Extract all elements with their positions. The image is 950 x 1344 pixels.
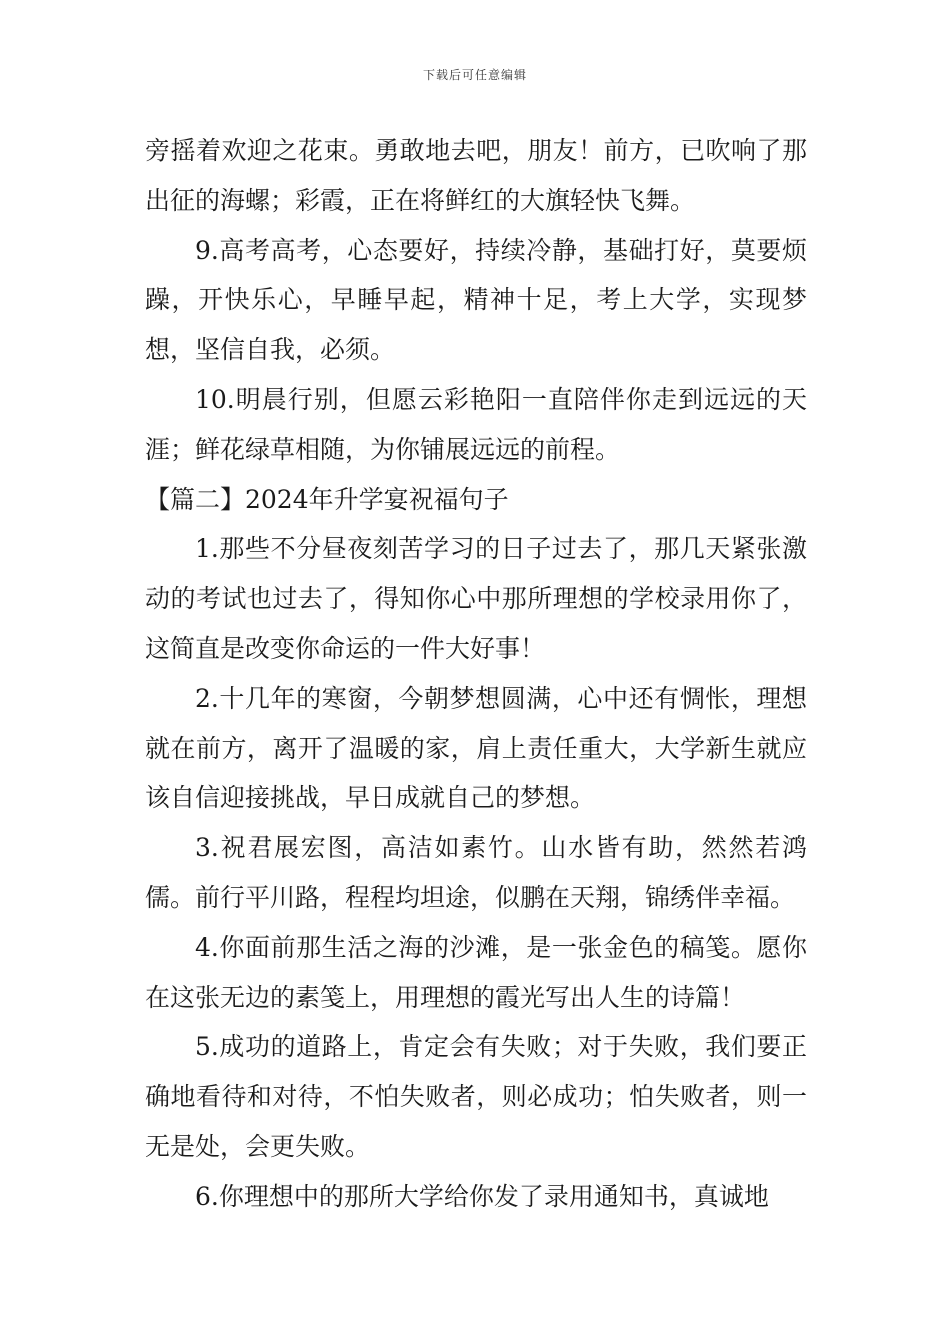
paragraph-item-9: 9.高考高考，心态要好，持续冷静，基础打好，莫要烦躁，开快乐心，早睡早起，精神十足，考上大学，实现梦想，坚信自我，必须。 — [145, 235, 807, 365]
paragraph-item-3: 3.祝君展宏图，高洁如素竹。山水皆有助，然然若鸿儒。前行平川路，程程均坦途，似鹏在天翔，锦绣伴幸福。 — [145, 833, 807, 912]
section-heading: 【篇二】2024年升学宴祝福句子 — [145, 484, 509, 514]
paragraph-item-1: 1.那些不分昼夜刻苦学习的日子过去了，那几天紧张激动的考试也过去了，得知你心中那所理想的学校录用你了，这简直是改变你命运的一件大好事！ — [145, 534, 807, 663]
paragraph-item-6: 6.你理想中的那所大学给你发了录用通知书，真诚地 — [195, 1181, 769, 1211]
paragraph-item-5: 5.成功的道路上，肯定会有失败；对于失败，我们要正确地看待和对待，不怕失败者，则必成功；怕失败者，则一无是处，会更失败。 — [145, 1032, 807, 1161]
page-header: 下载后可任意编辑 — [422, 68, 527, 82]
paragraph-continuation: 旁摇着欢迎之花束。勇敢地去吧，朋友！前方，已吹响了那出征的海螺；彩霞，正在将鲜红的大旗轻快飞舞。 — [145, 136, 807, 215]
paragraph-item-4: 4.你面前那生活之海的沙滩，是一张金色的稿笺。愿你在这张无边的素笺上，用理想的霞光写出人生的诗篇！ — [145, 932, 807, 1012]
paragraph-item-2: 2.十几年的寒窗，今朝梦想圆满，心中还有惆怅，理想就在前方，离开了温暖的家，肩上责任重大，大学新生就应该自信迎接挑战，早日成就自己的梦想。 — [145, 683, 807, 813]
document-body — [145, 126, 807, 1222]
paragraph-item-10: 10.明晨行别，但愿云彩艳阳一直陪伴你走到远远的天涯；鲜花绿草相随，为你铺展远远的前程。 — [145, 384, 807, 464]
